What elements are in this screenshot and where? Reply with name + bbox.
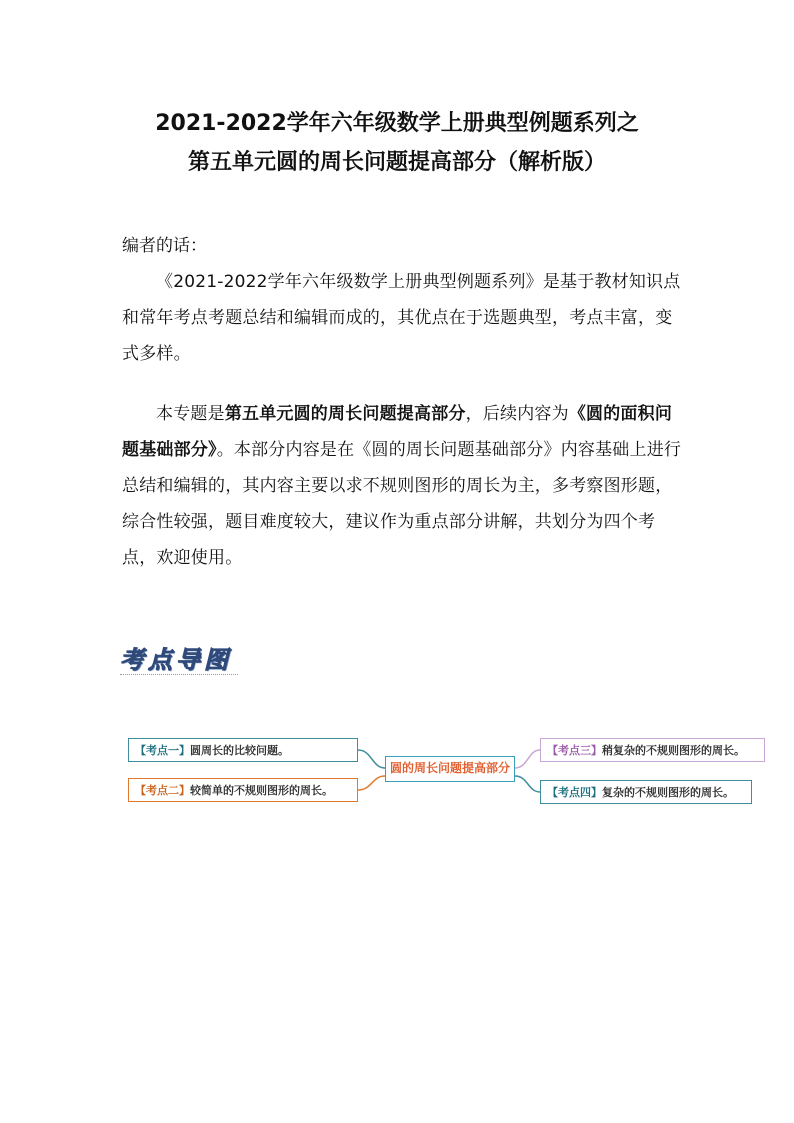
section-heading-mindmap: 考点导图 — [120, 646, 232, 674]
paragraph-2-text-c: 。本部分内容是在《圆的周长问题基础部分》内容基础上进行总结和编辑的，其内容主要以求不规则图形的周长为主，多考察图形题，综合性较强，题目难度较大，建议作为重点部分讲解，共划分为四个考点，欢迎使用。 — [122, 440, 682, 568]
section-heading-underline — [120, 674, 238, 675]
connector-node-4 — [515, 776, 540, 792]
mindmap — [0, 730, 794, 820]
node-2-tag: 【考点二】 — [135, 784, 190, 797]
connector-node-3 — [515, 750, 540, 768]
intro-paragraph-1: 《2021-2022学年六年级数学上册典型例题系列》是基于教材知识点和常年考点考题总结和编辑而成的，其优点在于选题典型，考点丰富，变式多样。 — [122, 272, 681, 364]
intro-paragraph-2 — [122, 396, 682, 576]
node-1-tag: 【考点一】 — [135, 744, 190, 757]
mindmap-node-4 — [540, 780, 752, 804]
mindmap-node-2 — [128, 778, 358, 802]
intro-label: 编者的话： — [122, 236, 207, 256]
connector-node-1 — [358, 750, 385, 768]
paragraph-2-text-a: 本专题是 — [156, 404, 225, 424]
paragraph-2-bold-a: 第五单元圆的周长问题提高部分 — [224, 404, 466, 424]
node-3-tag: 【考点三】 — [547, 744, 602, 757]
node-2-text: 较简单的不规则图形的周长。 — [190, 784, 333, 797]
paragraph-2-bold-b: 《圆的面积问题基础部分》 — [122, 404, 673, 460]
node-3-text: 稍复杂的不规则图形的周长。 — [602, 744, 745, 757]
document-title-line2: 第五单元圆的周长问题提高部分（解析版） — [187, 150, 606, 175]
mindmap-center-node: 圆的周长问题提高部分 — [385, 756, 515, 782]
node-4-tag: 【考点四】 — [547, 786, 602, 799]
document-title-line1: 2021-2022学年六年级数学上册典型例题系列之 — [155, 111, 639, 136]
connector-node-2 — [358, 776, 385, 790]
paragraph-2-text-b: ，后续内容为 — [465, 404, 569, 424]
node-1-text: 圆周长的比较问题。 — [190, 744, 289, 757]
node-4-text: 复杂的不规则图形的周长。 — [602, 786, 734, 799]
mindmap-node-3 — [540, 738, 765, 762]
mindmap-node-1 — [128, 738, 358, 762]
